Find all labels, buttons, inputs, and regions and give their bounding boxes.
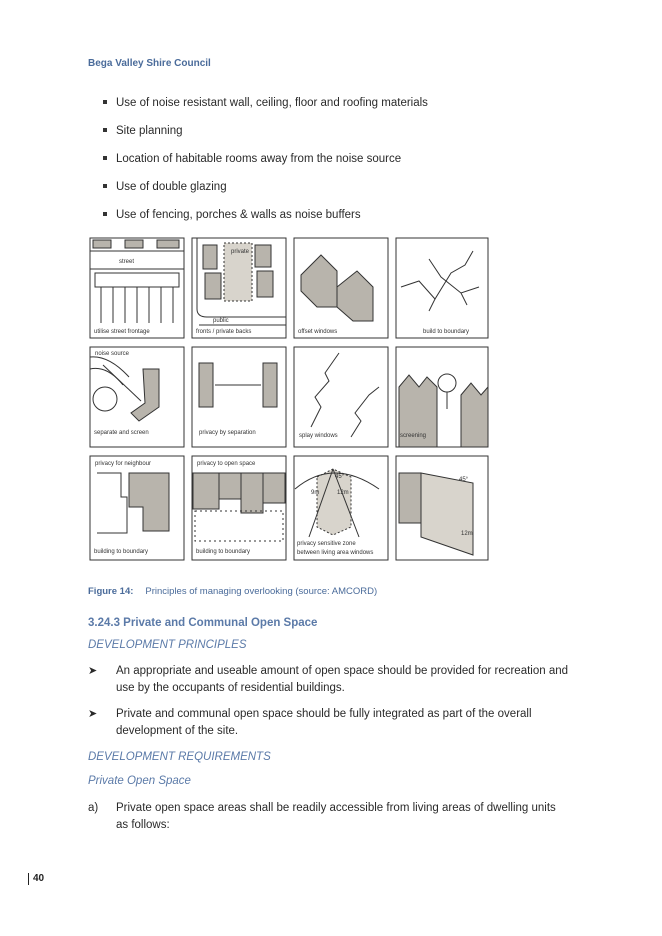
bullet-marker — [103, 184, 107, 188]
label-zone1: privacy sensitive zone — [297, 541, 356, 547]
figure-caption-label: Figure 14: — [88, 586, 134, 597]
label-m9: 9m — [311, 490, 320, 496]
principle-item: ➤ Private and communal open space should be fully integrated as part of the overall development of the site. — [88, 708, 532, 737]
label-noise: noise source — [95, 351, 130, 357]
label-splay: splay windows — [299, 433, 338, 439]
label-privsep: privacy by separation — [199, 430, 256, 436]
label-m12a: 12m — [337, 490, 349, 496]
label-screening: screening — [400, 433, 427, 439]
label-private: private — [231, 249, 250, 255]
requirement-item-a — [88, 800, 568, 834]
label-separate: separate and screen — [94, 430, 149, 436]
list-item: Use of fencing, porches & walls as noise buffers — [103, 206, 563, 234]
list-item: Use of noise resistant wall, ceiling, floor and roofing materials — [103, 94, 563, 122]
label-deg45a: 45° — [335, 474, 345, 480]
label-neighbour: privacy for neighbour — [95, 461, 152, 467]
list-item: Location of habitable rooms away from the noise source — [103, 150, 563, 178]
principle-item: ➤ An appropriate and useable amount of open space should be provided for recreation and use by the occupants of residential buildings. — [88, 665, 569, 694]
private-open-space-heading: Private Open Space — [88, 775, 191, 787]
overlooking-diagram — [89, 237, 489, 569]
arrow-bullet-icon: ➤ — [88, 665, 98, 677]
label-b2b2: building to boundary — [196, 549, 251, 555]
item-text: Private open space areas shall be readily accessible from living areas of dwelling units as follows: — [116, 802, 556, 831]
list-item: Site planning — [103, 122, 563, 150]
bullet-marker — [103, 156, 107, 160]
label-zone2: between living area windows — [297, 550, 374, 556]
label-deg45b: 45° — [459, 477, 469, 483]
section-heading: 3.24.3 Private and Communal Open Space — [88, 617, 318, 629]
label-offset: offset windows — [298, 329, 338, 335]
principles-heading: DEVELOPMENT PRINCIPLES — [88, 639, 247, 651]
page-number: 40 — [28, 873, 44, 885]
diagram-svg — [89, 237, 489, 569]
label-public: public — [213, 318, 229, 324]
noise-measures-list — [103, 94, 563, 234]
figure-caption — [88, 586, 377, 597]
label-b2b1: building to boundary — [94, 549, 149, 555]
bullet-marker — [103, 128, 107, 132]
list-item: Use of double glazing — [103, 178, 563, 206]
bullet-marker — [103, 100, 107, 104]
panel-neighbour — [90, 456, 184, 560]
bullet-marker — [103, 212, 107, 216]
requirements-heading: DEVELOPMENT REQUIREMENTS — [88, 751, 271, 763]
panel-splay-windows — [294, 347, 388, 447]
figure-caption-text: Principles of managing overlooking (source: AMCORD) — [145, 586, 378, 597]
label-m12b: 12m — [461, 531, 473, 537]
label-street: street — [119, 259, 135, 265]
council-header: Bega Valley Shire Council — [88, 58, 211, 69]
arrow-bullet-icon: ➤ — [88, 708, 98, 720]
label-build: build to boundary — [423, 329, 470, 335]
label-openspace: privacy to open space — [197, 461, 256, 467]
item-marker: a) — [88, 802, 99, 814]
label-frontage: utilise street frontage — [94, 329, 150, 335]
label-fronts: fronts / private backs — [196, 329, 252, 335]
